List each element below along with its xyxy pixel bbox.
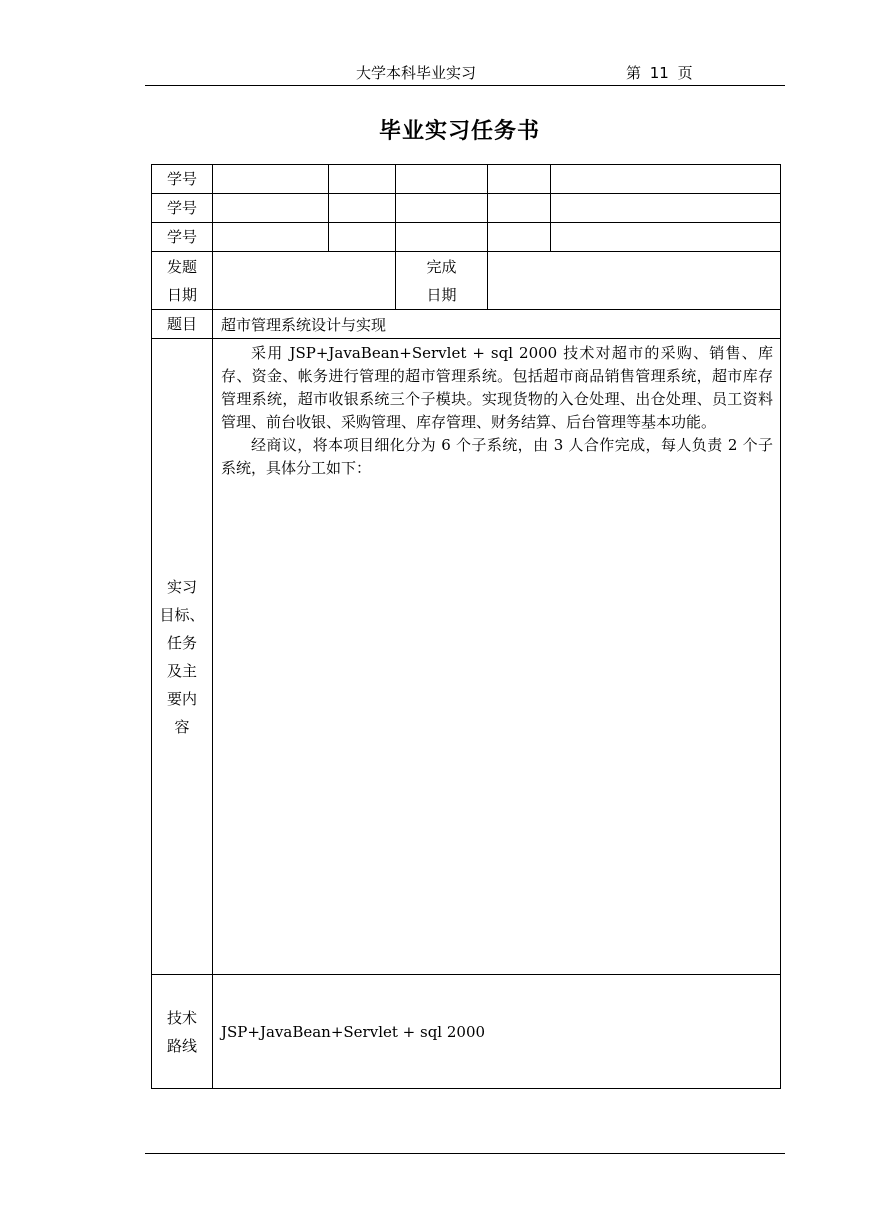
student-cell xyxy=(213,223,329,252)
student-cell xyxy=(213,165,329,194)
goals-label-line: 任务 xyxy=(166,633,197,652)
complete-date-label-line: 日期 xyxy=(426,285,457,304)
student-cell xyxy=(329,165,396,194)
goals-label-line: 及主 xyxy=(166,661,197,680)
tech-label-line: 路线 xyxy=(166,1036,197,1055)
student-cell xyxy=(329,223,396,252)
goals-label-line: 目标、 xyxy=(159,605,205,624)
topic-label: 题目 xyxy=(152,310,213,339)
tech-label xyxy=(152,975,213,1089)
student-id-label: 学号 xyxy=(152,223,213,252)
issue-date-label-line: 发题 xyxy=(166,257,197,276)
student-cell xyxy=(488,194,551,223)
student-cell xyxy=(329,194,396,223)
student-cell xyxy=(213,194,329,223)
page-number: 第 11 页 xyxy=(626,64,693,82)
student-cell xyxy=(396,223,488,252)
goals-row xyxy=(152,339,781,975)
student-cell xyxy=(488,223,551,252)
header-rule xyxy=(145,85,785,86)
student-row-2 xyxy=(152,194,781,223)
document-title: 毕业实习任务书 xyxy=(378,119,540,144)
complete-date-value xyxy=(488,252,781,310)
goals-paragraph: 经商议，将本项目细化分为 6 个子系统，由 3 人合作完成，每人负责 2 个子系统，具体分工如下： xyxy=(221,436,773,477)
student-cell xyxy=(551,194,781,223)
date-row xyxy=(152,252,781,310)
complete-date-label xyxy=(396,252,488,310)
goals-label-line: 要内 xyxy=(166,689,197,708)
issue-date-label xyxy=(152,252,213,310)
complete-date-label-line: 完成 xyxy=(426,257,457,276)
student-row-3 xyxy=(152,223,781,252)
student-cell xyxy=(396,165,488,194)
student-cell xyxy=(551,223,781,252)
tech-label-line: 技术 xyxy=(166,1008,197,1027)
student-id-label: 学号 xyxy=(152,165,213,194)
student-cell xyxy=(551,165,781,194)
student-id-label: 学号 xyxy=(152,194,213,223)
task-form-table xyxy=(151,164,781,1089)
goals-label-line: 容 xyxy=(174,717,190,736)
student-row-1 xyxy=(152,165,781,194)
goals-content xyxy=(213,339,781,975)
tech-value: JSP+JavaBean+Servlet + sql 2000 xyxy=(213,975,781,1089)
issue-date-label-line: 日期 xyxy=(166,285,197,304)
topic-row xyxy=(152,310,781,339)
header-title: 大学本科毕业实习 xyxy=(356,64,477,82)
goals-paragraph: 采用 JSP+JavaBean+Servlet + sql 2000 技术对超市的采购、销售、库存、资金、帐务进行管理的超市管理系统。包括超市商品销售管理系统，超市库存管理系统，超市收银系统三个子模块。实现货物的入仓处理、出仓处理、员工资料管理、前台收银、采购管理、库存管理、财务结算、后台管理等基本功能。 xyxy=(221,344,773,431)
footer-rule xyxy=(145,1153,785,1154)
goals-label xyxy=(152,339,213,975)
goals-label-line: 实习 xyxy=(166,577,197,596)
student-cell xyxy=(488,165,551,194)
tech-row xyxy=(152,975,781,1089)
student-cell xyxy=(396,194,488,223)
issue-date-value xyxy=(213,252,396,310)
topic-value: 超市管理系统设计与实现 xyxy=(213,310,781,339)
